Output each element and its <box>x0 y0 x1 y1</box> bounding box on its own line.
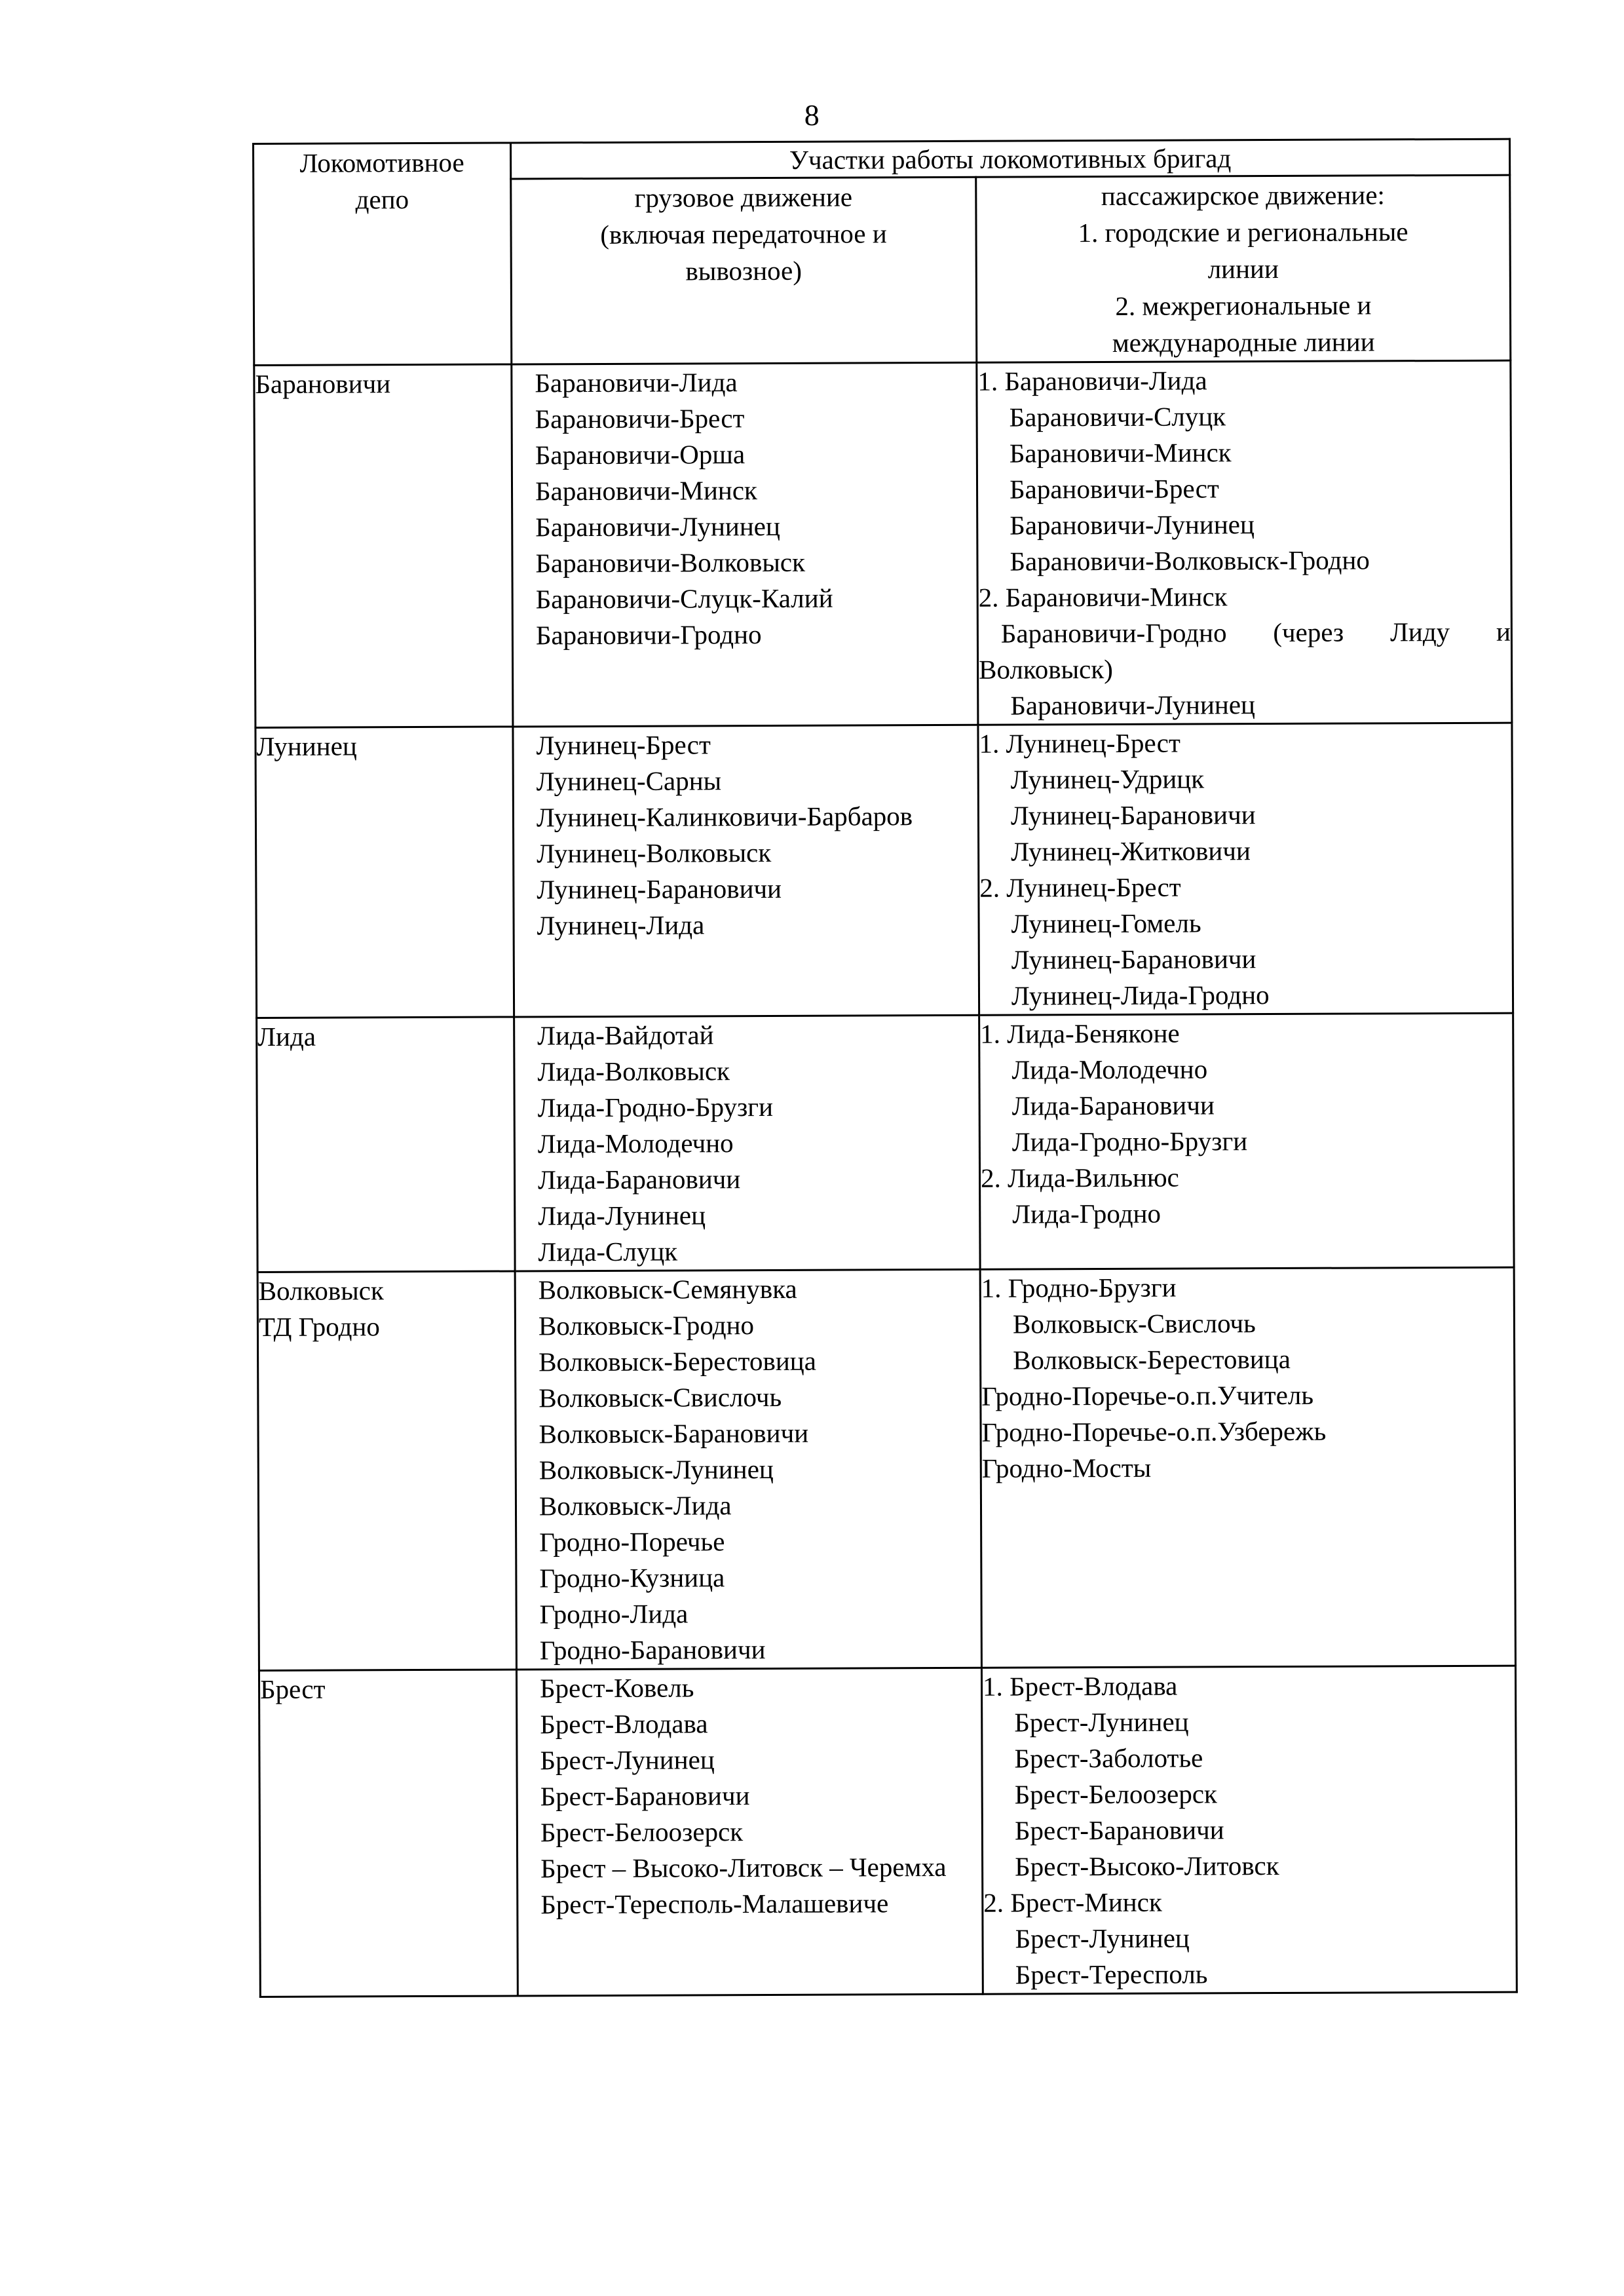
table-header <box>254 139 1511 365</box>
header-passenger-line-5: международные линии <box>1112 326 1375 358</box>
route-line: Лунинец-Гомель <box>1011 908 1201 939</box>
route-line: Гродно-Мосты <box>981 1452 1152 1483</box>
header-row-span <box>254 139 1510 180</box>
route-line: Гродно-Лида <box>539 1598 689 1630</box>
header-cell-depot <box>254 143 512 366</box>
route-line: Брест-Лунинец <box>540 1744 715 1776</box>
header-cell-passenger <box>976 175 1511 362</box>
page-number: 8 <box>804 98 820 132</box>
freight-routes-cell <box>513 725 979 1017</box>
route-line: Брест – Высоко-Литовск – Черемха <box>540 1851 947 1884</box>
freight-routes-cell <box>514 1015 980 1271</box>
route-line: 2. Барановичи-Минск <box>978 581 1228 613</box>
route-line: Барановичи-Брест <box>1009 473 1219 505</box>
route-line: Лида-Лунинец <box>538 1200 706 1231</box>
table-container <box>252 138 1516 1998</box>
route-line: 1. Брест-Влодава <box>982 1670 1178 1702</box>
route-line: Гродно-Поречье-о.п.Узбережь <box>981 1415 1327 1447</box>
route-line: Барановичи-Лунинец <box>1010 689 1256 721</box>
route-line: Лида-Молодечно <box>537 1128 734 1159</box>
header-passenger-line-4: 2. межрегиональные и <box>1115 290 1372 321</box>
header-freight-line-2: (включая передаточное и <box>600 218 887 250</box>
route-line: Лида-Вайдотай <box>537 1020 714 1051</box>
route-line: Брест-Лунинец <box>1015 1923 1190 1954</box>
route-line: 2. Лида-Вильнюс <box>980 1162 1179 1193</box>
route-line: Лунинец-Сарны <box>536 765 722 797</box>
depot-name-line-1: Волковыск <box>258 1275 384 1306</box>
route-line: Барановичи-Гродно (через Лиду и Волковыск) <box>979 616 1511 685</box>
route-line: Волковыск-Барановичи <box>538 1417 809 1449</box>
route-line: Лида-Волковыск <box>537 1056 730 1087</box>
route-line: Брест-Заболотье <box>1014 1742 1203 1774</box>
route-line: Гродно-Поречье-о.п.Учитель <box>981 1379 1314 1411</box>
route-line: Брест-Высоко-Литовск <box>1015 1850 1279 1882</box>
route-line: Лунинец-Барановичи <box>537 873 782 905</box>
route-line: Лида-Барановичи <box>1011 1090 1215 1121</box>
route-line: Брест-Влодава <box>540 1708 708 1740</box>
route-line: Лида-Гродно <box>1012 1198 1161 1229</box>
header-freight-line-1: грузовое движение <box>634 182 853 213</box>
route-line: Брест-Тересполь-Малашевиче <box>540 1888 889 1920</box>
route-line: Волковыск-Лунинец <box>538 1453 774 1485</box>
route-line: Барановичи-Гродно <box>535 619 762 651</box>
route-line: Лунинец-Лида-Гродно <box>1011 980 1270 1011</box>
route-line: Лунинец-Удрицк <box>1010 763 1205 795</box>
route-line: Волковыск-Берестовица <box>538 1345 816 1377</box>
route-line: Волковыск-Семянувка <box>538 1273 797 1305</box>
route-line: Барановичи-Орша <box>535 439 746 470</box>
depot-cell: Лида <box>257 1017 515 1272</box>
route-line: 1. Барановичи-Лида <box>977 365 1207 396</box>
depot-cell: Барановичи <box>254 364 513 728</box>
route-line: Барановичи-Волковыск-Гродно <box>1010 545 1370 577</box>
route-line: Лунинец-Барановичи <box>1010 799 1256 831</box>
route-line: Брест-Белоозерск <box>540 1816 744 1848</box>
route-line: 1. Гродно-Брузги <box>981 1272 1177 1303</box>
route-line: Гродно-Кузница <box>539 1562 725 1594</box>
route-line: Брест-Лунинец <box>1014 1706 1189 1738</box>
header-passenger-line-3: линии <box>1207 253 1279 284</box>
route-line: Барановичи-Лунинец <box>1010 509 1255 541</box>
header-depot-line-2: депо <box>355 184 409 215</box>
depot-name-line-2: ТД Гродно <box>258 1311 380 1342</box>
route-line: Барановичи-Волковыск <box>535 546 806 579</box>
route-line: Барановичи-Минск <box>535 475 757 507</box>
route-line: Барановичи-Слуцк <box>1009 401 1226 432</box>
route-line: Лунинец-Житковичи <box>1011 835 1251 867</box>
passenger-routes-cell <box>981 1666 1517 1994</box>
freight-routes-cell <box>516 1668 983 1996</box>
route-line: Барановичи-Лунинец <box>535 510 780 543</box>
route-line: Лида-Молодечно <box>1011 1054 1208 1085</box>
table-row <box>257 1013 1514 1272</box>
route-line: 2. Лунинец-Брест <box>979 871 1181 903</box>
passenger-routes-cell <box>978 723 1513 1015</box>
route-line: Брест-Тересполь <box>1015 1959 1208 1990</box>
locomotive-depot-table <box>252 138 1518 1998</box>
route-line: Брест-Барановичи <box>540 1780 750 1812</box>
route-line: Лунинец-Барановичи <box>1011 944 1256 975</box>
depot-cell: Лунинец <box>255 727 514 1018</box>
route-line: Лунинец-Брест <box>536 729 711 761</box>
route-line: Барановичи-Минск <box>1009 437 1232 469</box>
route-line: Барановичи-Слуцк-Калий <box>535 583 833 615</box>
route-line: Гродно-Поречье <box>539 1526 725 1558</box>
route-line: Гродно-Барановичи <box>539 1634 766 1666</box>
header-passenger-line-1: пассажирское движение: <box>1101 180 1385 212</box>
header-cell-freight <box>511 177 977 364</box>
route-line: Волковыск-Гродно <box>538 1310 755 1341</box>
header-freight-line-3: вывозное) <box>685 255 803 286</box>
passenger-routes-cell <box>979 1013 1514 1269</box>
route-line: Волковыск-Берестовица <box>1013 1343 1291 1375</box>
route-line: Лунинец-Лида <box>537 909 705 941</box>
route-line: 1. Лунинец-Брест <box>979 727 1180 759</box>
route-line: Лида-Гродно-Брузги <box>1011 1126 1248 1157</box>
route-line: Брест-Белоозерск <box>1014 1778 1218 1810</box>
route-line: Лида-Гродно-Брузги <box>537 1091 774 1123</box>
header-cell-span-title: Участки работы локомотивных бригад <box>511 139 1510 179</box>
table-row <box>257 1267 1515 1670</box>
passenger-routes-cell <box>980 1267 1515 1668</box>
depot-cell <box>257 1271 516 1671</box>
route-line: Волковыск-Лида <box>538 1490 732 1521</box>
route-line: Волковыск-Свислочь <box>1012 1308 1256 1339</box>
freight-routes-cell <box>512 362 978 727</box>
depot-cell: Брест <box>259 1670 518 1997</box>
route-line: Лида-Слуцк <box>538 1236 678 1267</box>
route-line: Брест-Барановичи <box>1014 1814 1224 1846</box>
passenger-routes-cell <box>977 360 1512 725</box>
table-body <box>254 360 1517 1997</box>
route-line: Волковыск-Свислочь <box>538 1381 782 1413</box>
route-line: Лида-Барановичи <box>537 1164 741 1195</box>
header-passenger-line-2: 1. городские и региональные <box>1078 216 1408 248</box>
route-line: Барановичи-Брест <box>535 403 745 434</box>
table-row <box>259 1666 1517 1997</box>
route-line: Брест-Ковель <box>539 1672 694 1704</box>
route-line: Лунинец-Волковыск <box>537 837 772 869</box>
route-line: 2. Брест-Минск <box>983 1886 1162 1918</box>
table-row <box>255 723 1513 1018</box>
route-line: Лунинец-Калинковичи-Барбаров <box>536 801 913 833</box>
route-line: 1. Лида-Беняконе <box>980 1018 1180 1049</box>
table-row <box>254 360 1512 727</box>
header-depot-line-1: Локомотивное <box>299 147 464 178</box>
freight-routes-cell <box>515 1269 981 1670</box>
route-line: Барановичи-Лида <box>535 367 738 398</box>
